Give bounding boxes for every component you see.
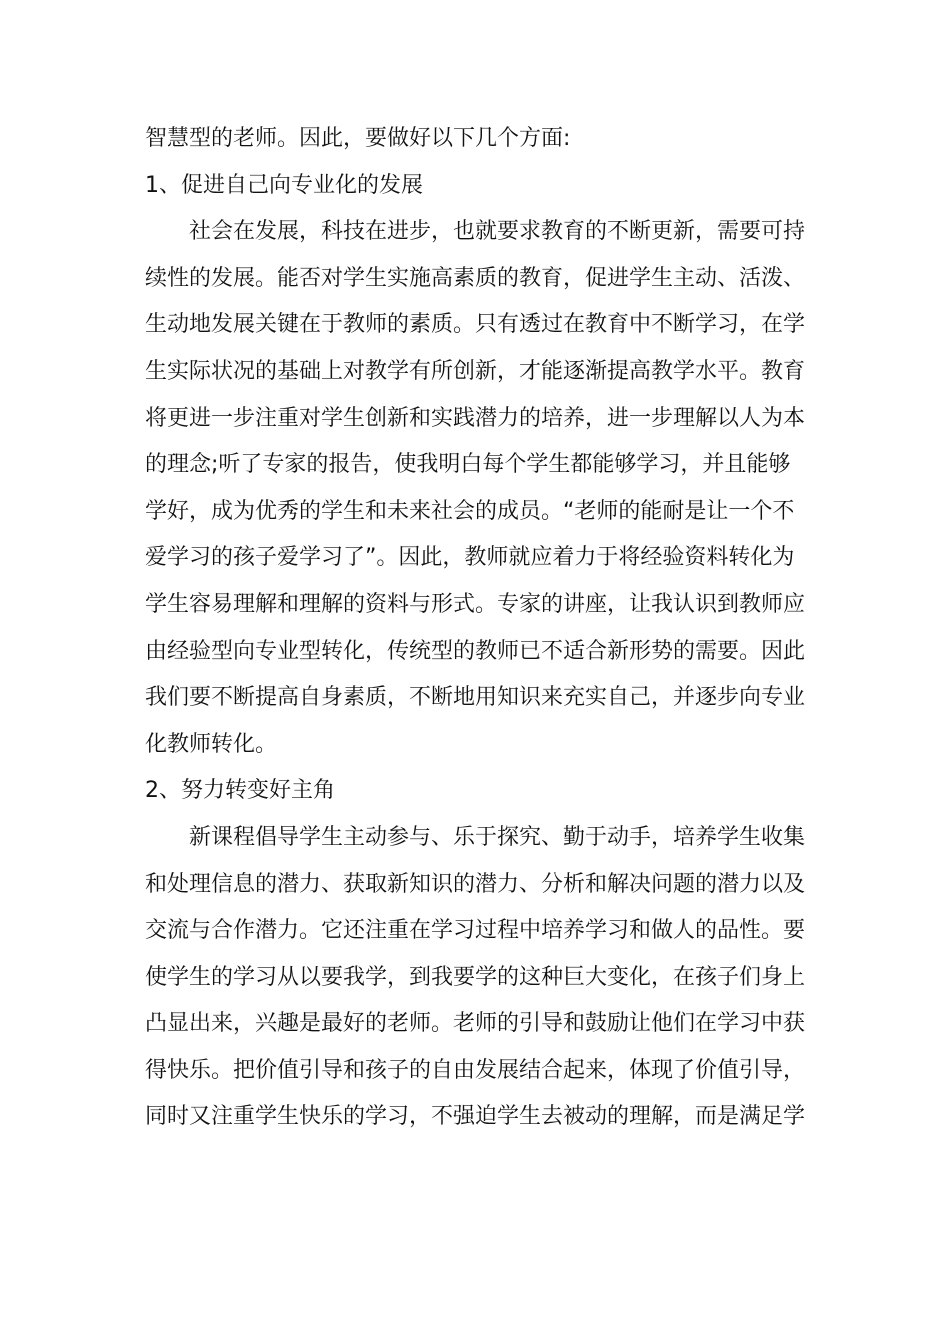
text-line: 使学生的学习从以要我学，到我要学的这种巨大变化，在孩子们身上 xyxy=(145,964,806,990)
text-line: 得快乐。把价值引导和孩子的自由发展结合起来，体现了价值引导， xyxy=(145,1057,806,1083)
text-line: 续性的发展。能否对学生实施高素质的教育，促进学生主动、活泼、 xyxy=(145,265,806,291)
text-line: 生动地发展关键在于教师的素质。只有透过在教育中不断学习，在学 xyxy=(145,312,806,338)
text-line: 生实际状况的基础上对教学有所创新，才能逐渐提高教学水平。教育 xyxy=(145,358,806,384)
text-line: 学好，成为优秀的学生和未来社会的成员。“老师的能耐是让一个不 xyxy=(145,498,795,524)
text-line: 同时又注重学生快乐的学习，不强迫学生去被动的理解，而是满足学 xyxy=(145,1104,806,1130)
text-line: 交流与合作潜力。它还注重在学习过程中培养学习和做人的品性。要 xyxy=(145,918,806,944)
text-line: 凸显出来，兴趣是最好的老师。老师的引导和鼓励让他们在学习中获 xyxy=(145,1011,806,1037)
section-heading-2: 2、努力转变好主角 xyxy=(145,778,335,804)
text-line: 我们要不断提高自身素质，不断地用知识来充实自己，并逐步向专业 xyxy=(145,685,806,711)
text-line: 由经验型向专业型转化，传统型的教师已不适合新形势的需要。因此 xyxy=(145,638,806,664)
text-line: 将更进一步注重对学生创新和实践潜力的培养，进一步理解以人为本 xyxy=(145,405,806,431)
text-line: 的理念;听了专家的报告，使我明白每个学生都能够学习，并且能够 xyxy=(145,452,791,478)
text-line: 和处理信息的潜力、获取新知识的潜力、分析和解决问题的潜力以及 xyxy=(145,871,806,897)
text-line: 化教师转化。 xyxy=(145,731,278,757)
paragraph-first-line: 社会在发展，科技在进步，也就要求教育的不断更新，需要可持 xyxy=(189,219,806,245)
text-line: 智慧型的老师。因此，要做好以下几个方面: xyxy=(145,126,571,151)
text-line: 学生容易理解和理解的资料与形式。专家的讲座，让我认识到教师应 xyxy=(145,591,806,617)
text-line: 爱学习的孩子爱学习了”。因此，教师就应着力于将经验资料转化为 xyxy=(145,545,795,571)
paragraph-first-line: 新课程倡导学生主动参与、乐于探究、勤于动手，培养学生收集 xyxy=(189,824,806,850)
section-heading-1: 1、促进自己向专业化的发展 xyxy=(145,172,423,198)
document-body xyxy=(145,116,810,1141)
